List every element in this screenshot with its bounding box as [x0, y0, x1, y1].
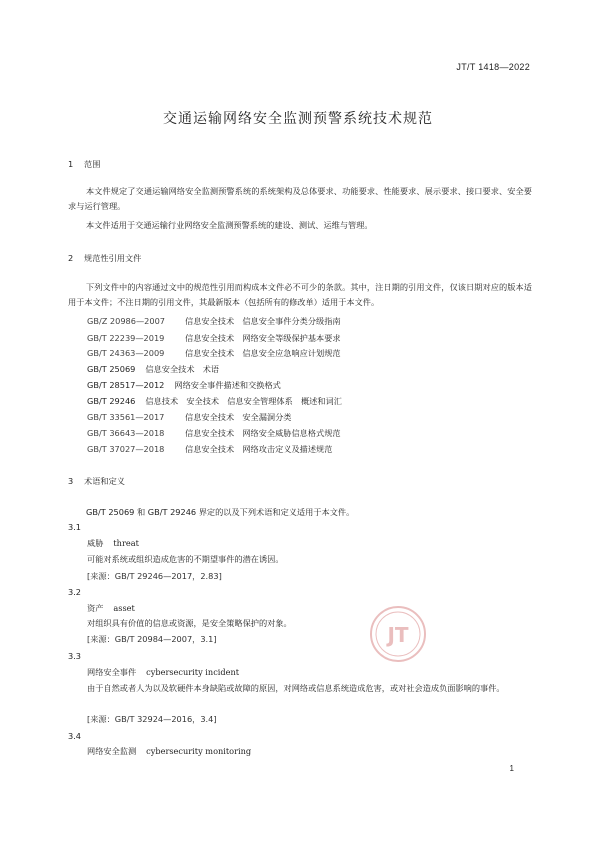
ref-code: GB/T 37027—2018 — [87, 444, 165, 454]
reference-item — [87, 444, 332, 455]
ref-name: 信息安全技术 网络安全威胁信息格式规范 — [185, 428, 341, 438]
ref-name: 信息安全技术 信息安全应急响应计划规范 — [185, 348, 341, 358]
section-number: 2 — [68, 253, 74, 263]
ref-name: 信息安全技术 术语 — [145, 364, 220, 374]
term-number: 3.2 — [68, 587, 82, 597]
term-number: 3.3 — [68, 651, 82, 661]
stamp-text: JT — [387, 623, 409, 647]
term-source: [来源：GB/T 32924—2016，3.4] — [87, 714, 217, 724]
term-source: [来源：GB/T 20984—2007，3.1] — [87, 634, 217, 644]
ref-name: 信息安全技术 信息安全事件分类分级指南 — [185, 316, 341, 326]
ref-code: GB/T 24363—2009 — [87, 348, 165, 358]
term-en: cybersecurity incident — [146, 667, 240, 677]
section-number: 1 — [68, 159, 74, 169]
section-1-para-2: 本文件适用于交通运输行业网络安全监测预警系统的建设、测试、运维与管理。 — [86, 220, 373, 230]
term-zh: 威胁 — [87, 538, 104, 548]
reference-item — [87, 412, 291, 423]
reference-item — [87, 364, 219, 375]
term-number: 3.1 — [68, 522, 82, 532]
section-3-intro: GB/T 25069 和 GB/T 29246 界定的以及下列术语和定义适用于本文件。 — [86, 507, 355, 517]
term-heading — [87, 667, 239, 678]
ref-code: GB/T 25069 — [87, 364, 136, 374]
reference-item — [87, 333, 341, 344]
term-en: cybersecurity monitoring — [146, 746, 252, 756]
ref-name: 信息安全技术 安全漏洞分类 — [185, 412, 292, 422]
term-heading — [87, 538, 139, 549]
page-number: 1 — [509, 764, 514, 773]
section-1-heading — [68, 159, 100, 170]
term-en: asset — [113, 603, 135, 613]
term-heading — [87, 746, 251, 757]
reference-item — [87, 396, 342, 407]
section-number: 3 — [68, 476, 74, 486]
ref-code: GB/T 22239—2019 — [87, 333, 165, 343]
section-3-heading — [68, 476, 125, 487]
section-1-para-1: 本文件规定了交通运输网络安全监测预警系统的系统架构及总体要求、功能要求、性能要求、展示要求、接口要求、安全要求与运行管理。 — [68, 186, 532, 211]
reference-item — [87, 380, 281, 391]
term-number: 3.4 — [68, 731, 82, 741]
ref-code: GB/Z 20986—2007 — [87, 316, 166, 326]
page-title: 交通运输网络安全监测预警系统技术规范 — [163, 111, 433, 127]
ref-code: GB/T 28517—2012 — [87, 380, 165, 390]
ref-code: GB/T 29246 — [87, 396, 136, 406]
term-zh: 资产 — [87, 603, 104, 613]
term-definition: 可能对系统或组织造成危害的不期望事件的潜在诱因。 — [87, 554, 284, 564]
ref-name: 信息安全技术 网络攻击定义及描述规范 — [185, 444, 333, 454]
term-heading — [87, 603, 135, 614]
ref-name: 信息技术 安全技术 信息安全管理体系 概述和词汇 — [145, 396, 342, 406]
section-2-intro: 下列文件中的内容通过文中的规范性引用而构成本文件必不可少的条款。其中，注日期的引用文件，仅该日期对应的版本适用于本文件；不注日期的引用文件，其最新版本（包括所有的修改单）适用于本文件。 — [68, 282, 532, 307]
reference-item — [87, 316, 341, 327]
jt-stamp-icon — [368, 604, 428, 664]
section-title: 术语和定义 — [84, 476, 125, 486]
ref-name: 网络安全事件描述和交换格式 — [174, 380, 281, 390]
term-definition: 由于自然或者人为以及软硬件本身缺陷或故障的原因，对网络或信息系统造成危害，或对社会造成负面影响的事件。 — [87, 683, 505, 693]
section-title: 范围 — [84, 159, 101, 169]
standard-code: JT/T 1418—2022 — [456, 62, 530, 72]
ref-name: 信息安全技术 网络安全等级保护基本要求 — [185, 333, 341, 343]
term-source: [来源：GB/T 29246—2017，2.83] — [87, 571, 222, 581]
term-zh: 网络安全事件 — [87, 667, 137, 677]
section-2-heading — [68, 253, 141, 264]
section-title: 规范性引用文件 — [84, 253, 142, 263]
term-en: threat — [113, 538, 139, 548]
term-zh: 网络安全监测 — [87, 746, 137, 756]
ref-code: GB/T 33561—2017 — [87, 412, 165, 422]
term-definition: 对组织具有价值的信息或资源，是安全策略保护的对象。 — [87, 618, 292, 628]
reference-item — [87, 348, 341, 359]
reference-item — [87, 428, 341, 439]
ref-code: GB/T 36643—2018 — [87, 428, 165, 438]
